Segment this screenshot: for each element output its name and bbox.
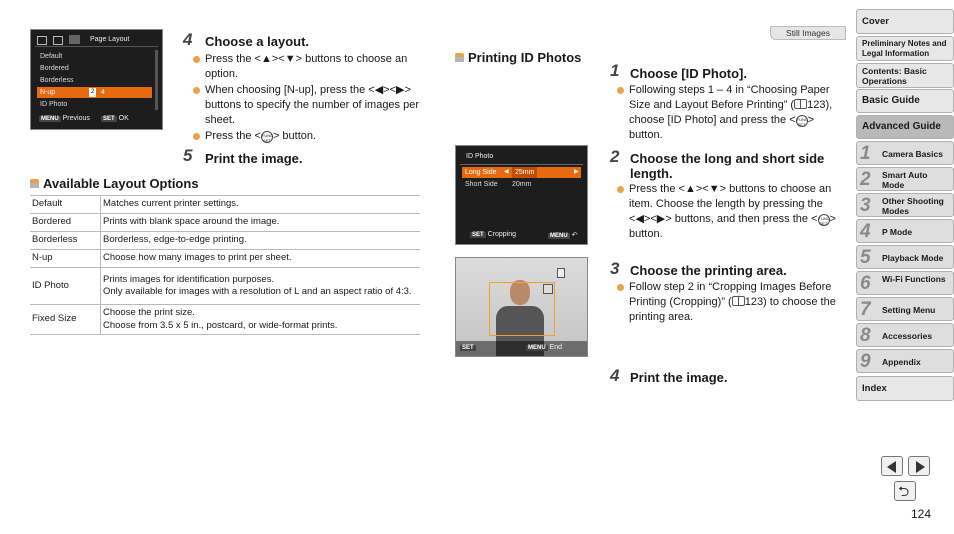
chapter-label: Camera Basics bbox=[882, 149, 943, 159]
bullet: Press the <FUNC SET > button. bbox=[193, 129, 423, 144]
sidebar-chapter-3[interactable] bbox=[856, 193, 954, 217]
table-row bbox=[30, 214, 420, 232]
step-title: Print the image. bbox=[630, 370, 728, 385]
short-side-value: 20mm bbox=[512, 181, 532, 188]
left-arrow-icon: ◀ bbox=[504, 169, 509, 175]
step-bullets bbox=[617, 83, 847, 144]
chapter-label: P Mode bbox=[882, 227, 913, 237]
table-row bbox=[30, 268, 420, 305]
left-arrow-icon: ◀ bbox=[374, 84, 384, 96]
sidebar-item-basic-guide[interactable]: Basic Guide bbox=[856, 89, 954, 113]
previous-page-button[interactable] bbox=[881, 456, 903, 476]
chapter-number: 9 bbox=[860, 351, 871, 372]
chapter-number: 4 bbox=[860, 221, 871, 242]
foot-ok: OK bbox=[118, 115, 129, 122]
sidebar-chapter-5[interactable] bbox=[856, 245, 954, 269]
bullet: Following steps 1 – 4 in “Choosing Paper Size and Layout Before Printing” ( 123), choose [ID Photo] and press the <FUNC SET > button. bbox=[617, 83, 847, 143]
chapter-number: 5 bbox=[860, 247, 871, 268]
foot-previous: Previous bbox=[62, 115, 90, 122]
chapter-number: 3 bbox=[860, 195, 871, 216]
section-heading: Available Layout Options bbox=[30, 176, 199, 191]
sidebar-item-index[interactable]: Index bbox=[856, 376, 954, 401]
chapter-number: 2 bbox=[860, 169, 871, 190]
table-row bbox=[30, 305, 420, 335]
func-set-icon: FUNC SET bbox=[796, 117, 808, 127]
step-title: Print the image. bbox=[205, 151, 303, 166]
menu-chip: MENU bbox=[41, 116, 59, 122]
func-set-icon: FUNC SET bbox=[818, 216, 830, 226]
return-icon: ↶ bbox=[571, 232, 578, 239]
long-side-value: 25mm bbox=[512, 167, 537, 178]
rotate-icon bbox=[543, 284, 553, 294]
chapter-label: Playback Mode bbox=[882, 253, 944, 263]
bullet: When choosing [N-up], press the <◀><▶> buttons to specify the number of images per sheet. bbox=[193, 83, 423, 128]
step-bullets bbox=[193, 52, 423, 145]
chapter-label: Accessories bbox=[882, 331, 933, 341]
step-title: Choose [ID Photo]. bbox=[630, 66, 747, 81]
chapter-number: 8 bbox=[860, 325, 871, 346]
chapter-label: Appendix bbox=[882, 357, 921, 367]
image-icon bbox=[53, 36, 63, 45]
down-arrow-icon: ▼ bbox=[284, 53, 296, 65]
up-arrow-icon: ▲ bbox=[260, 53, 272, 65]
right-arrow-icon: ▶ bbox=[396, 84, 405, 96]
set-chip: SET bbox=[103, 116, 115, 122]
step-title: Choose a layout. bbox=[205, 34, 310, 49]
step-number: 3 bbox=[610, 259, 620, 278]
chapter-label: Wi-Fi Functions bbox=[882, 274, 946, 284]
sidebar-item-cover[interactable]: Cover bbox=[856, 9, 954, 34]
long-side-row: Long Side ◀ 25mm ▶ bbox=[462, 167, 581, 178]
sidebar-chapter-1[interactable] bbox=[856, 141, 954, 165]
right-arrow-icon: ▶ bbox=[574, 169, 579, 175]
sidebar-chapter-6[interactable] bbox=[856, 271, 954, 295]
layout-option-nup-label: N-up bbox=[40, 89, 56, 96]
set-chip: SET bbox=[472, 232, 484, 238]
menu-chip: MENU bbox=[550, 233, 568, 239]
table-row bbox=[30, 250, 420, 268]
return-arrow-icon: ⮌ bbox=[898, 483, 910, 499]
print-icon bbox=[37, 36, 47, 45]
option-name: ID Photo bbox=[30, 268, 101, 305]
step-number: 2 bbox=[610, 147, 620, 166]
set-chip: SET bbox=[462, 345, 474, 351]
zoom-indicator-icon bbox=[557, 268, 565, 278]
option-name: N-up bbox=[30, 250, 101, 268]
sidebar-item-advanced-guide[interactable]: Advanced Guide bbox=[856, 115, 954, 139]
bullet: Follow step 2 in “Cropping Images Before Printing (Cropping)” ( 123) to choose the printing area. bbox=[617, 280, 847, 325]
screen-title: ID Photo bbox=[466, 153, 494, 160]
option-description: Choose how many images to print per sheet. bbox=[101, 250, 421, 268]
step-title: Choose the long and short side length. bbox=[630, 151, 825, 181]
table-row bbox=[30, 232, 420, 250]
layout-icon bbox=[69, 35, 80, 44]
sidebar-chapter-4[interactable] bbox=[856, 219, 954, 243]
nup-value: 4 bbox=[101, 89, 105, 96]
triangle-left-icon bbox=[887, 461, 896, 473]
option-name: Fixed Size bbox=[30, 305, 101, 335]
chapter-number: 1 bbox=[860, 143, 871, 164]
down-arrow-icon: ▼ bbox=[708, 183, 720, 195]
cropping-screen bbox=[455, 257, 588, 357]
book-icon bbox=[794, 99, 807, 109]
sidebar-chapter-7[interactable] bbox=[856, 297, 954, 321]
layout-option-nup bbox=[37, 87, 152, 98]
up-arrow-icon: ▲ bbox=[684, 183, 696, 195]
option-description: Borderless, edge-to-edge printing. bbox=[101, 232, 421, 250]
option-description: Matches current printer settings. bbox=[101, 196, 421, 214]
layout-option-id-photo: ID Photo bbox=[40, 101, 68, 108]
foot-cropping: Cropping bbox=[487, 231, 517, 238]
layout-option-borderless: Borderless bbox=[40, 77, 74, 84]
sidebar-chapter-9[interactable] bbox=[856, 349, 954, 373]
left-arrow-icon: ◀ bbox=[635, 213, 644, 225]
section-tab bbox=[770, 26, 846, 40]
chapter-label: Setting Menu bbox=[882, 305, 936, 315]
func-set-icon: FUNC SET bbox=[261, 133, 274, 143]
step-number: 5 bbox=[183, 146, 193, 165]
book-icon bbox=[732, 296, 745, 306]
page-number: 124 bbox=[911, 507, 932, 521]
chapter-label: Smart Auto Mode bbox=[882, 170, 928, 190]
step-bullets bbox=[617, 182, 847, 243]
section-tab-label: Still Images bbox=[786, 28, 830, 38]
next-page-button[interactable] bbox=[908, 456, 930, 476]
table-row bbox=[30, 196, 420, 214]
option-description: Choose the print size. Choose from 3.5 x 5 in., postcard, or wide-format prints. bbox=[101, 305, 421, 335]
section-heading: Printing ID Photos bbox=[455, 50, 581, 65]
step-number: 1 bbox=[610, 61, 620, 80]
layout-options-table bbox=[30, 195, 420, 335]
sidebar-chapter-2[interactable] bbox=[856, 167, 954, 191]
bullet: Press the <▲><▼> buttons to choose an option. bbox=[193, 52, 423, 82]
sidebar-item-contents[interactable]: Contents: Basic Operations bbox=[856, 63, 954, 88]
step-number: 4 bbox=[183, 30, 193, 49]
step-bullets bbox=[617, 280, 847, 326]
bullet: Press the <▲><▼> buttons to choose an item. Choose the length by pressing the <◀><▶> buttons, and then press the <FUNC SET > button. bbox=[617, 182, 847, 242]
menu-chip: MENU bbox=[528, 345, 546, 351]
foot-end: End bbox=[549, 344, 563, 351]
option-description: Prints images for identification purposes. Only available for images with a resolution of L and an aspect ratio of 4:3. bbox=[101, 268, 421, 305]
option-description: Prints with blank space around the image. bbox=[101, 214, 421, 232]
screen-title: Page Layout bbox=[90, 36, 130, 43]
short-side-row: Short Side 20mm bbox=[465, 181, 532, 188]
layout-option-default: Default bbox=[40, 53, 63, 60]
step-number: 4 bbox=[610, 366, 620, 385]
right-arrow-icon: ▶ bbox=[656, 213, 666, 225]
chapter-label: Other Shooting Modes bbox=[882, 196, 944, 216]
return-page-button[interactable] bbox=[894, 481, 916, 501]
option-name: Borderless bbox=[30, 232, 101, 250]
chapter-number: 6 bbox=[860, 273, 871, 294]
option-name: Default bbox=[30, 196, 101, 214]
sidebar-chapter-8[interactable] bbox=[856, 323, 954, 347]
chapter-number: 7 bbox=[860, 299, 871, 320]
nup-count-chip: 2 bbox=[91, 89, 95, 95]
step-title: Choose the printing area. bbox=[630, 263, 787, 278]
scrollbar bbox=[155, 50, 158, 110]
layout-option-bordered: Bordered bbox=[40, 65, 69, 72]
id-photo-screen bbox=[455, 145, 588, 245]
triangle-right-icon bbox=[916, 461, 925, 473]
option-name: Bordered bbox=[30, 214, 101, 232]
page-layout-screen bbox=[30, 29, 163, 130]
sidebar-item-preliminary-notes[interactable]: Preliminary Notes and Legal Information bbox=[856, 36, 954, 61]
